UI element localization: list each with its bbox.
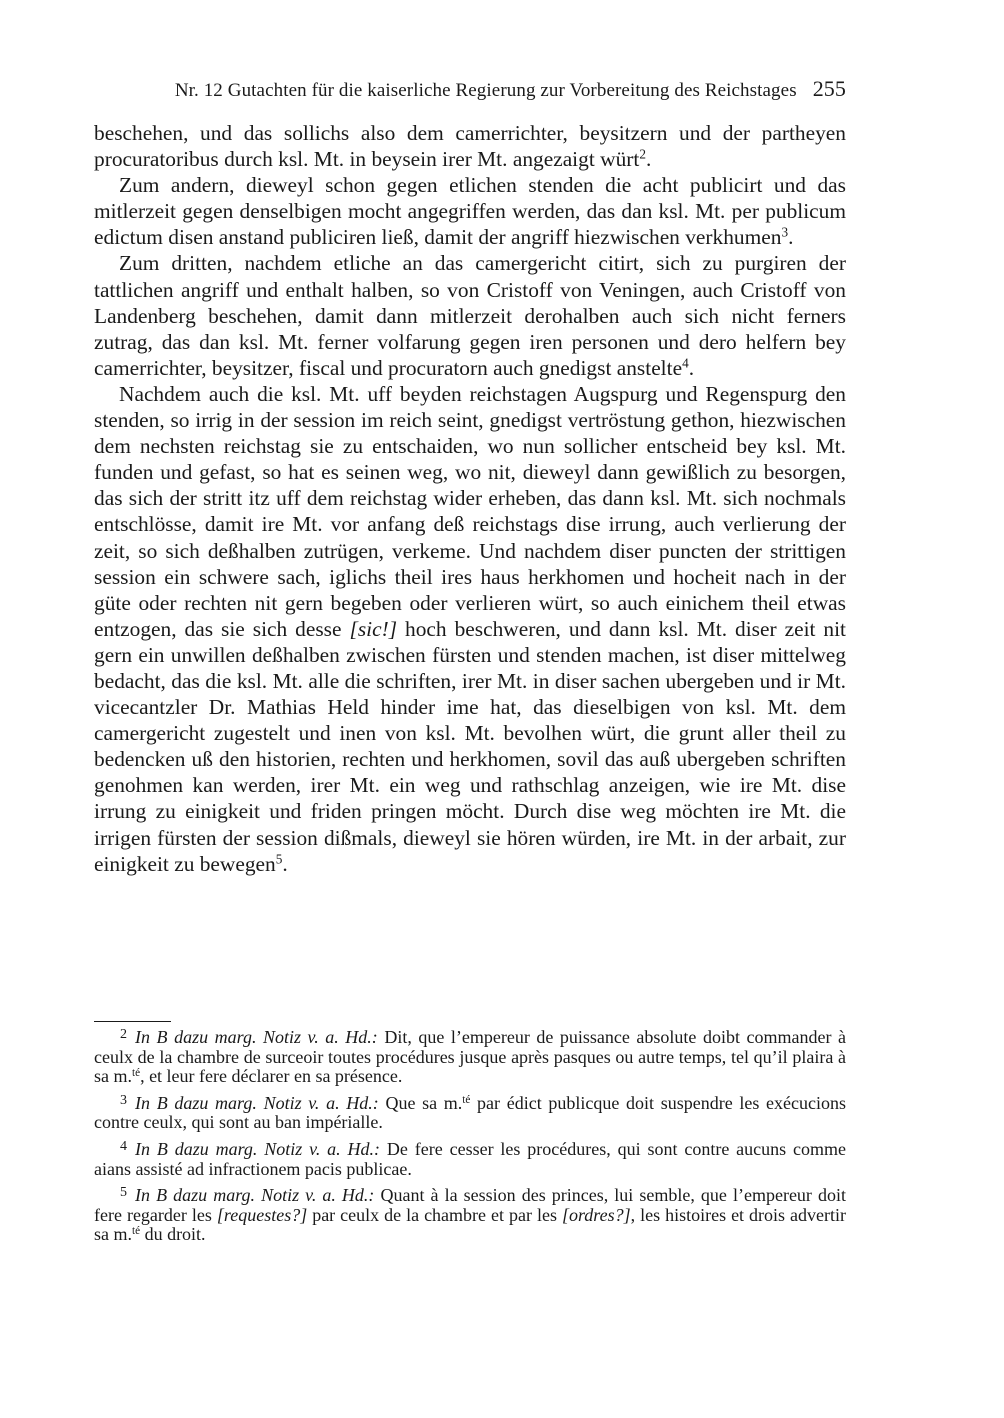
footnote-text: Dit, que l’empereur de puissance absolute doibt commander à ceulx de la chambre de surceoir toutes procédures jusque après pasques ou autre temps, tel qu’il plaira à sa m. xyxy=(94,1027,846,1087)
footnote-label: In B dazu marg. Notiz v. a. Hd.: xyxy=(135,1185,375,1206)
paragraph-3 xyxy=(94,250,846,380)
paragraph-text: Zum andern, dieweyl schon gegen etlichen stenden die acht publicirt und das mitlerzeit gegen denselbigen mocht angegriffen werden, das dan ksl. Mt. per publicum edictum disen anstand publiciren ließ, damit der angriff hiezwischen verkhumen xyxy=(94,173,846,250)
footnote-label: In B dazu marg. Notiz v. a. Hd.: xyxy=(135,1092,379,1113)
running-head-title: Nr. 12 Gutachten für die kaiserliche Regierung zur Vorbereitung des Reichstages xyxy=(174,80,797,101)
footnote-text: Que sa m. xyxy=(385,1092,463,1113)
footnote-text: , et leur fere déclarer en sa présence. xyxy=(140,1066,403,1087)
running-head xyxy=(94,76,846,110)
footnote-text: du droit. xyxy=(144,1224,206,1245)
footnote-conjecture: [ordres?] xyxy=(561,1204,631,1225)
punctuation: . xyxy=(688,355,695,380)
footnote-5 xyxy=(94,1186,846,1245)
punctuation: . xyxy=(282,851,288,876)
footnote-number: 4 xyxy=(120,1138,128,1155)
footnote-number: 3 xyxy=(120,1091,128,1108)
footnote-conjecture: [requestes?] xyxy=(216,1204,308,1225)
paragraph-4 xyxy=(94,381,846,877)
footnote-superscript: té xyxy=(132,1225,141,1238)
page-number: 255 xyxy=(812,76,846,101)
footnote-ref-3[interactable]: 3 xyxy=(781,225,789,241)
punctuation: . xyxy=(645,147,652,172)
footnote-label: In B dazu marg. Notiz v. a. Hd.: xyxy=(135,1138,381,1159)
footnote-text: De fere cesser les procédures, qui sont contre aucuns comme aians assisté ad infractionem pacis publicae. xyxy=(94,1138,847,1179)
footnote-3 xyxy=(94,1091,847,1133)
footnote-ref-2[interactable]: 2 xyxy=(639,146,646,162)
footnote-superscript: té xyxy=(462,1093,471,1106)
punctuation: . xyxy=(788,225,794,250)
footnotes xyxy=(94,1028,846,1252)
footnote-label: In B dazu marg. Notiz v. a. Hd.: xyxy=(135,1027,378,1047)
footnote-ref-4[interactable]: 4 xyxy=(682,355,689,371)
footnote-text: par ceulx de la chambre et par les xyxy=(312,1204,557,1225)
footnote-text: par édict publicque doit suspendre les exécucions contre ceulx, qui sont au ban impérialle. xyxy=(94,1092,847,1133)
paragraph-2 xyxy=(94,172,846,250)
paragraph-1 xyxy=(94,120,846,172)
footnote-4 xyxy=(94,1140,846,1179)
footnote-2 xyxy=(94,1028,846,1087)
footnote-text: Quant à la session des princes, lui semble, que l’empereur doit fere regarder les xyxy=(94,1185,846,1225)
footnote-number: 5 xyxy=(120,1184,128,1201)
paragraph-text: Nachdem auch die ksl. Mt. uff beyden reichstagen Augspurg und Regenspurg den stenden, so irrig in der session im reich seint, gnedigst vertröstung gethon, hiezwischen dem nechsten reichstag sie zu entschaiden, wo nun sollicher entscheid bey ksl. Mt. funden und gefast, so hat es seinen weg, wo nit, dieweyl dann gewißlich zu besorgen, das sich der stritt itz uff dem reichstag wider erheben, das dann ksl. Mt. sich nochmals entschlösse, damit ire Mt. vor anfang deß reichstags dise irrung, auch verlierung der zeit, so sich deßhalben zutrügen, verkeme. Und nachdem diser puncten der strittigen session ein schwere sach, iglichs theil ires haus herkhomen und hocheit nach in der güte oder rechten nit gern begeben oder verlieren würt, so auch einichem theil etwas entzogen, das sie sich desse xyxy=(94,381,846,641)
body-text xyxy=(94,120,846,877)
footnote-text: , les histoires et drois advertir sa m. xyxy=(94,1204,846,1245)
footnote-number: 2 xyxy=(120,1026,128,1043)
footnote-ref-5[interactable]: 5 xyxy=(275,851,283,867)
document-page xyxy=(94,76,846,877)
paragraph-text: hoch beschweren, und dann ksl. Mt. diser zeit nit gern ein unwillen deßhalben zwischen fürsten und stenden machen, ist diser mittelweg bedacht, das die ksl. Mt. alle die schriften, irer Mt. in diser sachen ubergeben und ir Mt. vicecantzler Dr. Mathias Held hinder ime hat, das dieselbigen von ksl. Mt. dem camergericht zugestelt und inen von ksl. Mt. bevolhen würt, die grunt aller theil zu bedencken uß den historien, rechten und herkhomen, sovil das auß ubergeben schriften genohmen kan werden, irer Mt. ein weg und rathschlag anzeigen, wie ire Mt. dise irrung zu einigkeit und friden pringen möcht. Durch dise weg möchten ire Mt. die irrigen fürsten der session dißmals, dieweyl sie hören würden, ire Mt. in der arbait, zur einigkeit zu bewegen xyxy=(94,616,847,876)
paragraph-text: beschehen, und das sollichs also dem camerrichter, beysitzern und der partheyen procuratoribus durch ksl. Mt. in beysein irer Mt. angezaigt würt xyxy=(94,121,846,172)
paragraph-text: Zum dritten, nachdem etliche an das camergericht citirt, sich zu purgiren der tattlichen angriff und enthalt halben, so von Cristoff von Veningen, auch Cristoff von Landenberg beschehen, damit dann mitlerzeit derohalben auch sich nicht ferners zutrag, das dan ksl. Mt. ferner volfarung gegen iren personen und dero helfern bey camerrichter, beysitzer, fiscal und procuratorn auch gnedigst anstelte xyxy=(94,251,846,380)
footnote-superscript: té xyxy=(132,1067,141,1080)
sic-marker: [sic!] xyxy=(349,616,398,641)
footnote-divider xyxy=(94,1021,171,1022)
